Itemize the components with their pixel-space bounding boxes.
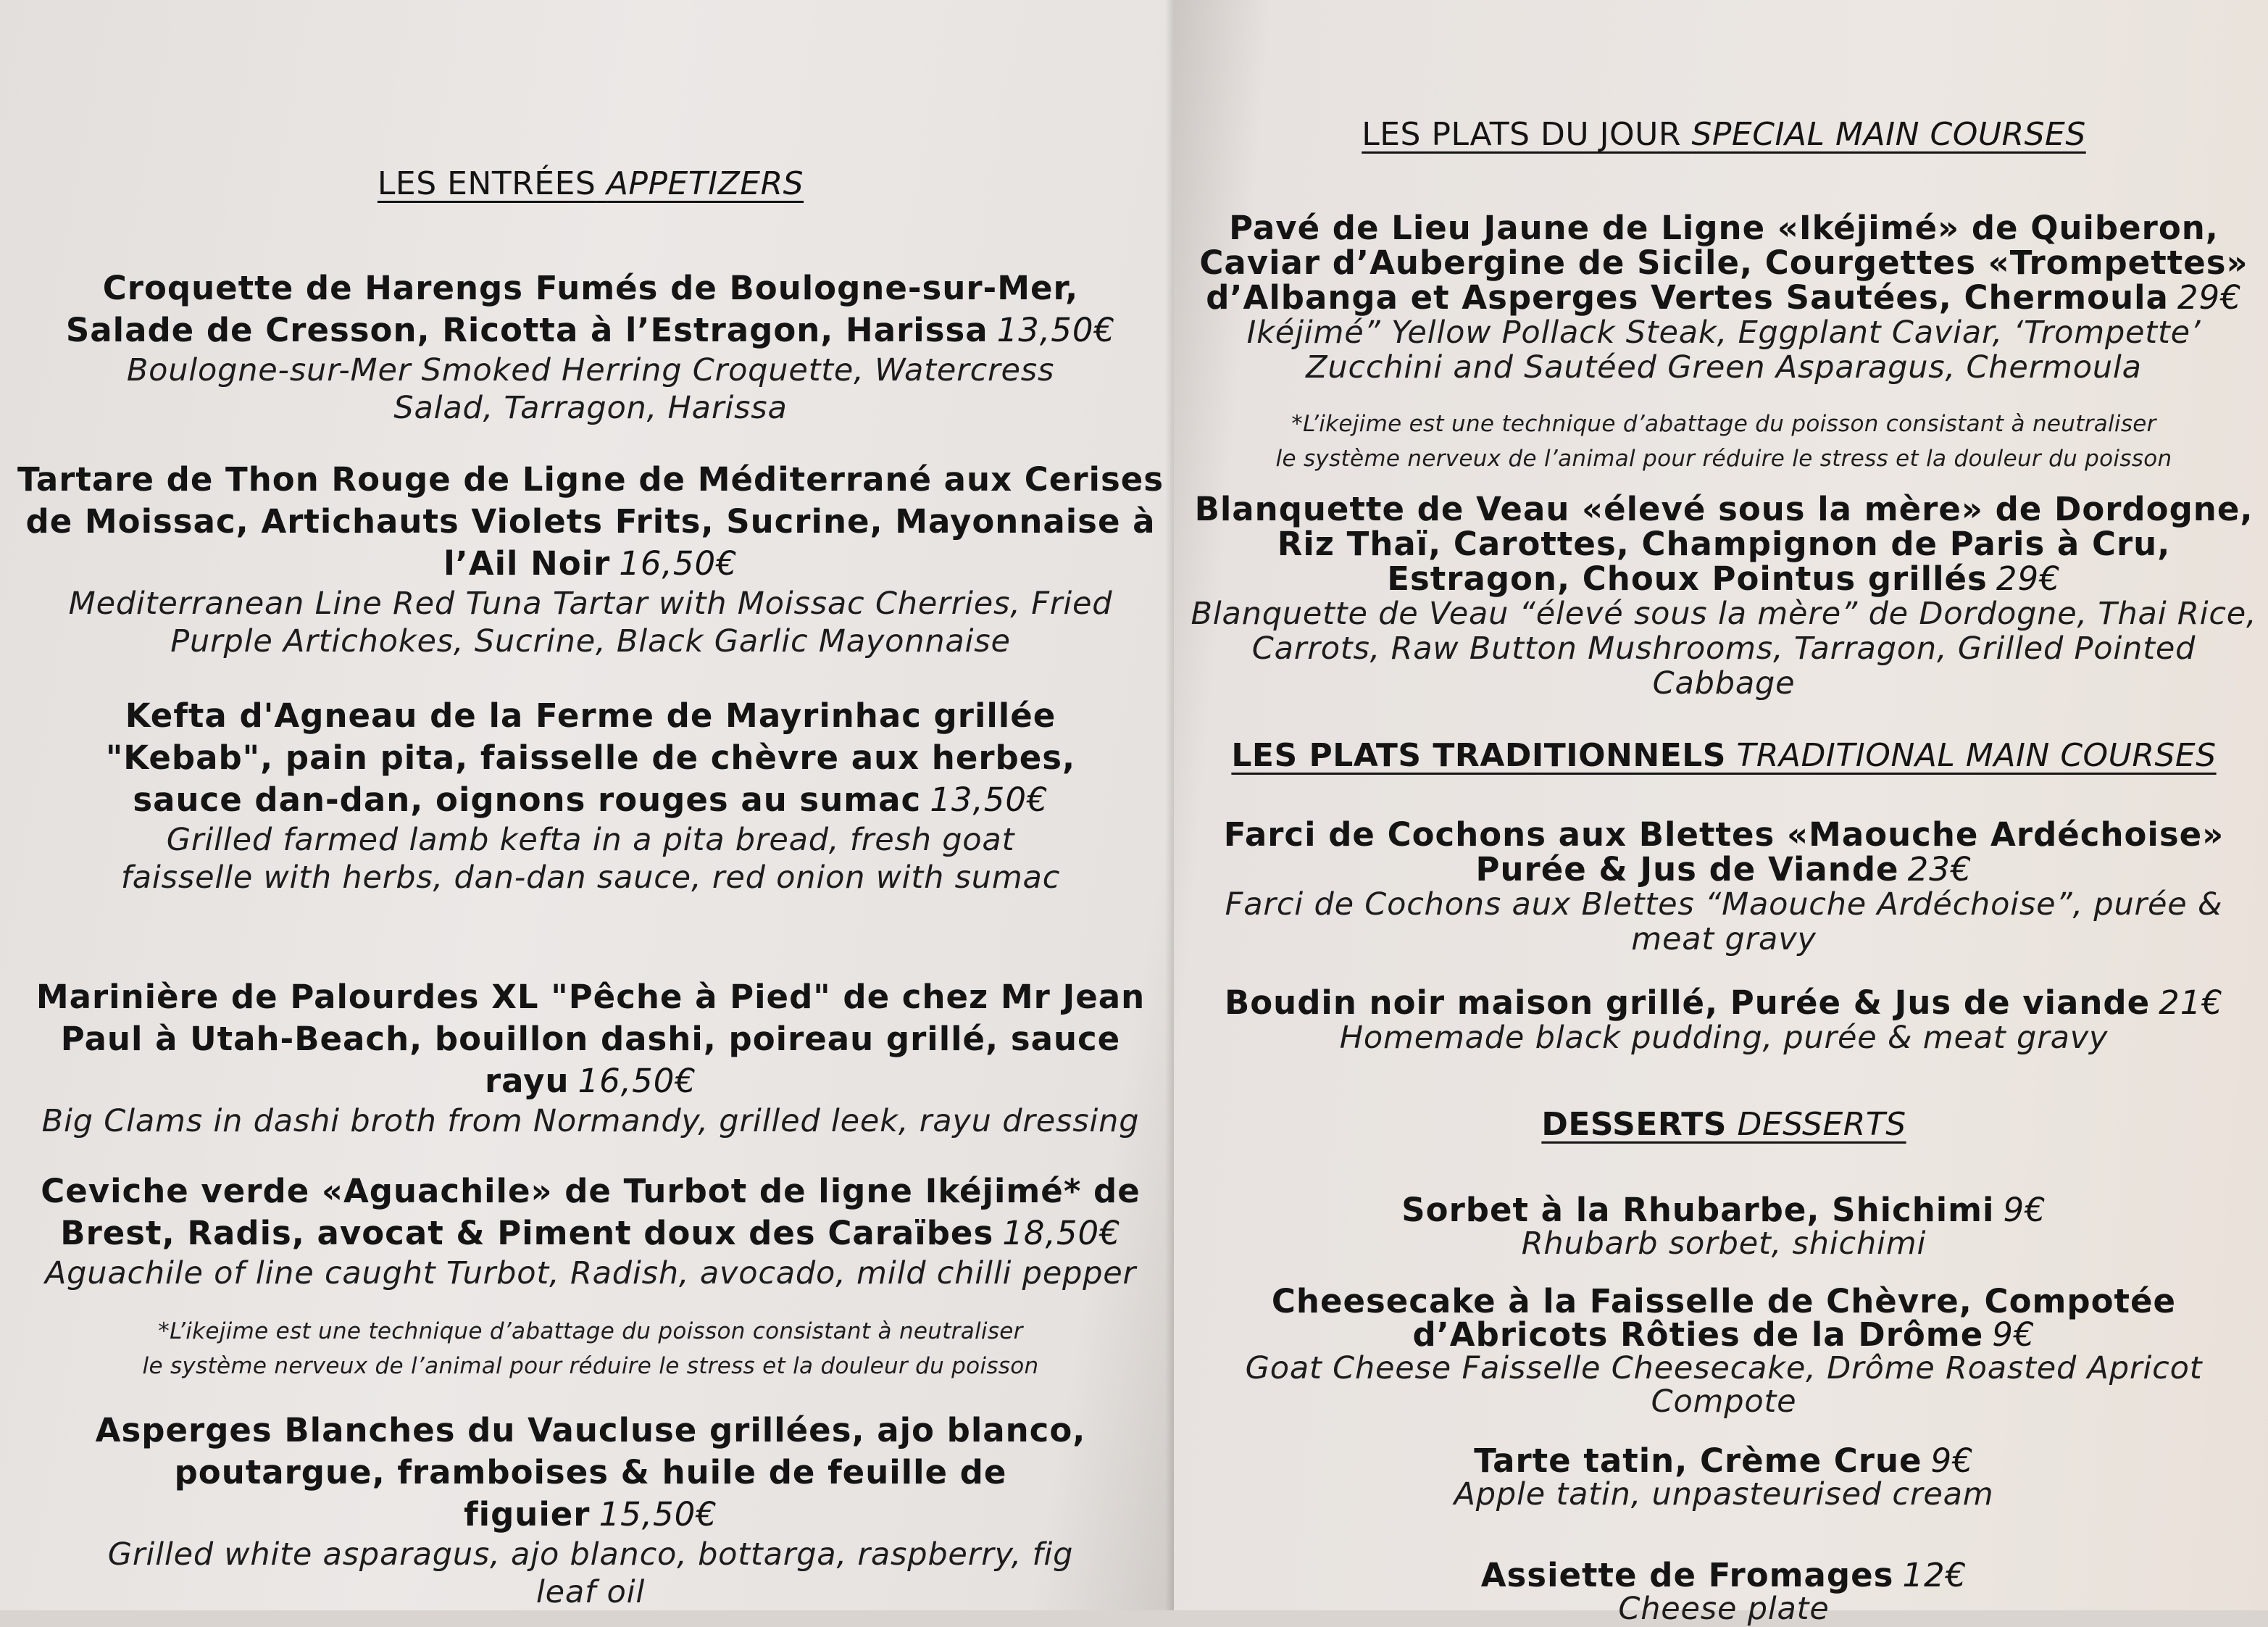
item-name: Blanquette de Veau «élevé sous la mère» de Dordogne, Riz Thaï, Carottes, Champignon de Paris à Cru, Estragon, Choux Pointus grillés (1194, 490, 2254, 598)
menu-item (1184, 817, 2264, 957)
item-description: Mediterranean Line Red Tuna Tartar with Moissac Cherries, Fried Purple Artichokes, Sucrine, Black Garlic Mayonnaise (68, 586, 1113, 659)
item-name: Tartare de Thon Rouge de Ligne de Méditerrané aux Cerises de Moissac, Artichauts Violets Frits, Sucrine, Mayonnaise à l’Ail Noir (17, 460, 1164, 583)
ikejime-footnote (1276, 407, 2172, 476)
section-heading-appetizers (378, 165, 804, 202)
item-description: Ikéjimé” Yellow Pollack Steak, Eggplant Caviar, ‘Trompette’ Zucchini and Sautéed Green Asparagus, Chermoula (1246, 315, 2201, 386)
item-description: Farci de Cochons aux Blettes “Maouche Ardéchoise”, purée & meat gravy (1225, 886, 2223, 957)
heading-en: SPECIAL MAIN COURSES (1691, 116, 2086, 153)
menu-item (1184, 1191, 2264, 1262)
menu-item (14, 1170, 1167, 1292)
item-description: Homemade black pudding, purée & meat gravy (1339, 1020, 2109, 1056)
menu-item (14, 1410, 1167, 1611)
item-description: Apple tatin, unpasteurised cream (1454, 1476, 1994, 1512)
item-name: Pavé de Lieu Jaune de Ligne «Ikéjimé» de Quiberon, Caviar d’Aubergine de Sicile, Courgettes «Trompettes» d’Albanga et Asperges Vertes Sautées, Chermoula (1199, 209, 2248, 317)
item-price: 16,50€ (619, 544, 738, 583)
item-price: 29€ (2177, 278, 2242, 317)
heading-fr: LES PLATS DU JOUR (1362, 116, 1681, 153)
item-name: Kefta d'Agneau de la Ferme de Mayrinhac grillée "Kebab", pain pita, faisselle de chèvre aux herbes, sauce dan-dan, oignons rouges au sumac (105, 696, 1076, 819)
heading-fr: LES PLATS TRADITIONNELS (1231, 737, 1726, 774)
item-description: Big Clams in dashi broth from Normandy, grilled leek, rayu dressing (41, 1103, 1140, 1139)
item-price: 13,50€ (996, 311, 1116, 349)
heading-en: TRADITIONAL MAIN COURSES (1736, 737, 2217, 774)
item-description: Aguachile of line caught Turbot, Radish, avocado, mild chilli pepper (44, 1255, 1137, 1291)
item-price: 29€ (1996, 559, 2061, 598)
menu-item (1184, 1282, 2264, 1420)
item-description: Boulogne-sur-Mer Smoked Herring Croquette, Watercress Salad, Tarragon, Harissa (126, 352, 1055, 426)
item-name: Farci de Cochons aux Blettes «Maouche Ardéchoise» Purée & Jus de Viande (1223, 815, 2225, 889)
menu-item (14, 267, 1167, 427)
footnote-line-1: *L’ikejime est une technique d’abattage du poisson consistant à neutraliser (1291, 411, 2156, 437)
item-name: Asperges Blanches du Vaucluse grillées, ajo blanco, poutargue, framboises & huile de feuille de figuier (95, 1411, 1086, 1534)
menu-item (1184, 1441, 2264, 1512)
item-description: Grilled farmed lamb kefta in a pita bread, fresh goat faisselle with herbs, dan-dan sauce, red onion with sumac (120, 822, 1061, 896)
item-price: 9€ (1930, 1441, 1974, 1480)
item-price: 13,50€ (930, 781, 1048, 819)
menu-item (1184, 211, 2264, 385)
heading-fr: LES ENTRÉES (377, 165, 596, 202)
footnote-line-2: le système nerveux de l’animal pour réduire le stress et la douleur du poisson (142, 1353, 1039, 1379)
menu-item (14, 695, 1167, 896)
item-name: Cheesecake à la Faisselle de Chèvre, Compotée d’Abricots Rôties de la Drôme (1271, 1282, 2177, 1354)
item-price: 23€ (1907, 850, 1972, 889)
item-price: 21€ (2159, 983, 2224, 1022)
item-name: Croquette de Harengs Fumés de Boulogne-sur-Mer, Salade de Cresson, Ricotta à l’Estragon, Harissa (65, 269, 1079, 349)
item-description: Blanquette de Veau “élevé sous la mère” de Dordogne, Thai Rice, Carrots, Raw Button Mushrooms, Tarragon, Grilled Pointed Cabbage (1191, 596, 2257, 702)
footnote-line-1: *L’ikejime est une technique d’abattage du poisson consistant à neutraliser (158, 1318, 1023, 1344)
menu-item (14, 459, 1167, 660)
item-name: Marinière de Palourdes XL "Pêche à Pied" de chez Mr Jean Paul à Utah-Beach, bouillon dashi, poireau grillé, sauce rayu (36, 978, 1146, 1100)
item-name: Assiette de Fromages (1480, 1556, 1894, 1594)
item-price: 9€ (2003, 1191, 2046, 1229)
section-heading-desserts (1541, 1106, 1906, 1143)
heading-en: DESSERTS (1737, 1106, 1906, 1143)
item-price: 15,50€ (599, 1495, 717, 1534)
heading-en: APPETIZERS (606, 165, 804, 202)
menu-item (1184, 492, 2264, 701)
item-price: 16,50€ (578, 1062, 696, 1100)
item-price: 9€ (1992, 1315, 2035, 1354)
item-price: 12€ (1902, 1556, 1967, 1594)
item-price: 18,50€ (1002, 1214, 1121, 1252)
item-name: Boudin noir maison grillé, Purée & Jus de viande (1224, 983, 2151, 1022)
item-name: Sorbet à la Rhubarbe, Shichimi (1401, 1191, 1995, 1229)
item-description: Goat Cheese Faisselle Cheesecake, Drôme Roasted Apricot Compote (1245, 1350, 2203, 1420)
menu-item (1184, 1556, 2264, 1627)
ikejime-footnote (143, 1314, 1039, 1383)
section-heading-traditional-mains (1231, 737, 2216, 774)
menu-item (1184, 983, 2264, 1056)
item-name: Ceviche verde «Aguachile» de Turbot de ligne Ikéjimé* de Brest, Radis, avocat & Piment doux des Caraïbes (41, 1172, 1141, 1252)
item-description: Cheese plate (1618, 1591, 1830, 1627)
menu-item (14, 976, 1167, 1140)
menu-page-right (1174, 0, 2268, 1627)
section-heading-special-mains (1362, 116, 2086, 153)
item-name: Tarte tatin, Crème Crue (1474, 1441, 1922, 1480)
heading-fr: DESSERTS (1541, 1106, 1727, 1143)
item-description: Grilled white asparagus, ajo blanco, bottarga, raspberry, fig leaf oil (107, 1536, 1074, 1610)
footnote-line-2: le système nerveux de l’animal pour réduire le stress et la douleur du poisson (1275, 446, 2172, 472)
item-description: Rhubarb sorbet, shichimi (1521, 1226, 1927, 1262)
